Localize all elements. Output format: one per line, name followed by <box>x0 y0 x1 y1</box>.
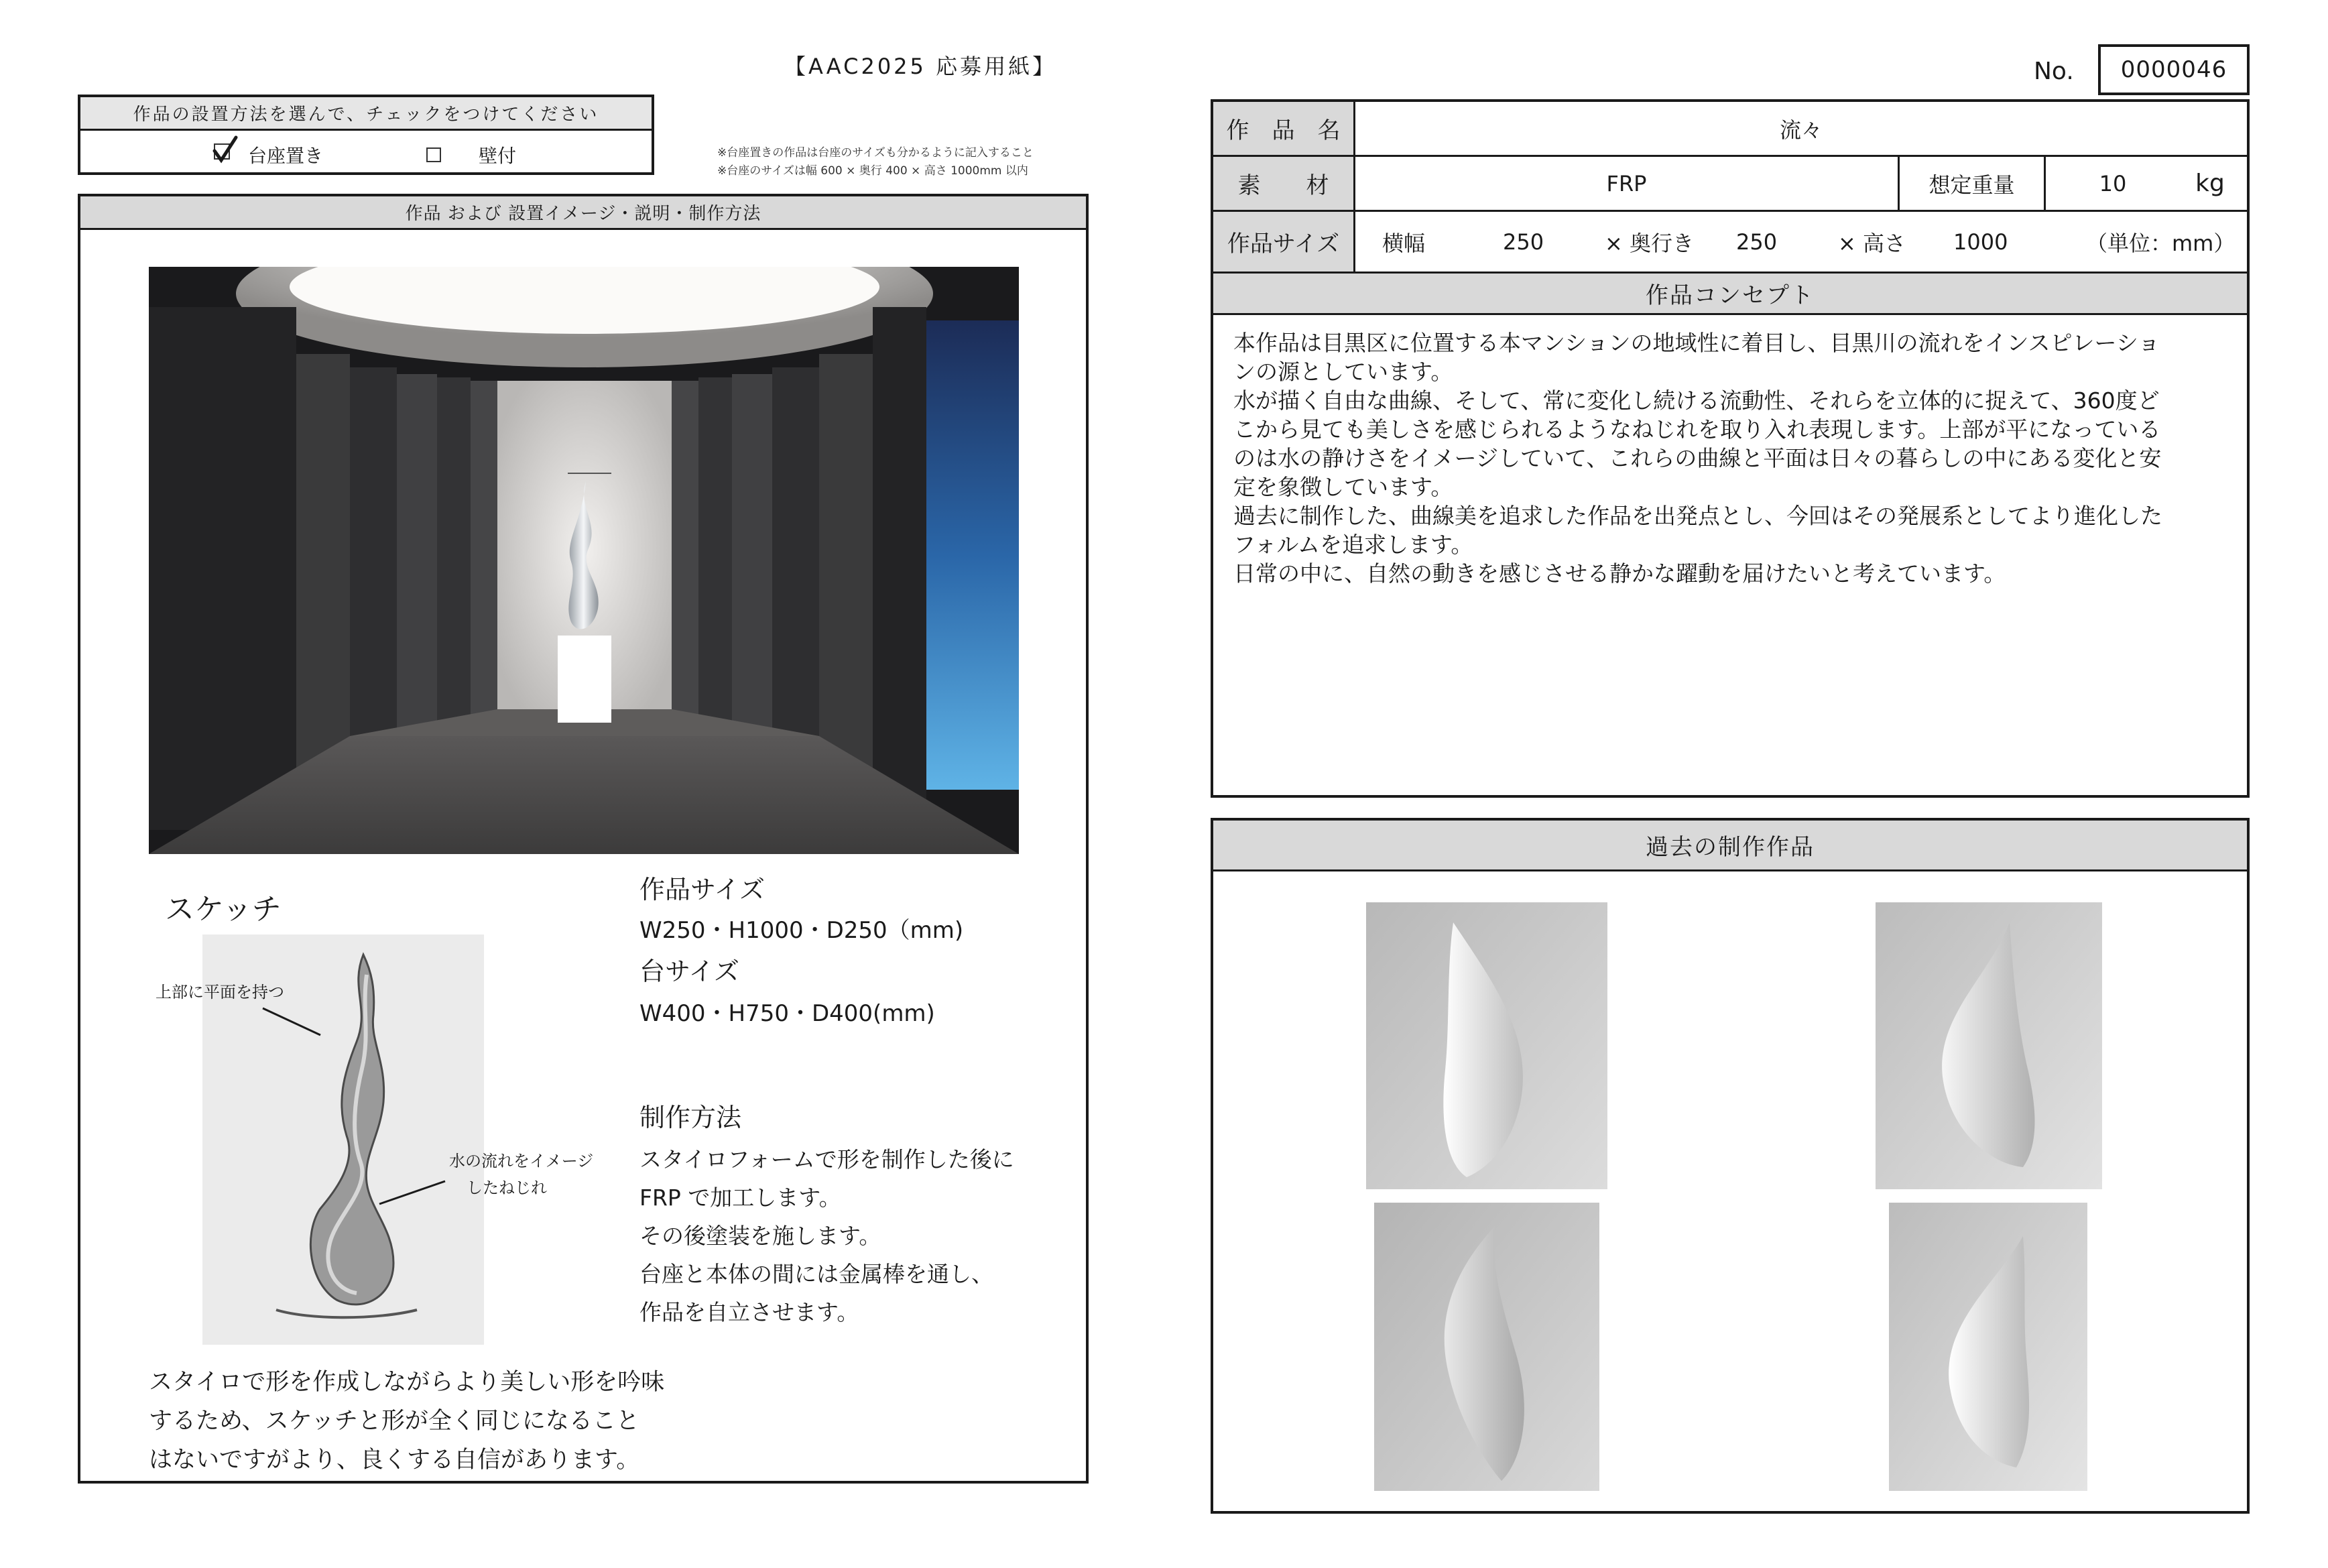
concept-heading-row <box>1213 274 2247 315</box>
height-field[interactable]: 1000 <box>1953 229 2008 255</box>
concept-line: 過去に制作した、曲線美を追求した作品を出発点とし、今回はその発展系としてより進化した <box>1233 503 2162 529</box>
document-title: 【AAC2025 応募用紙】 <box>784 54 1057 79</box>
sketch-note-line: はないですがより、良くする自信があります。 <box>149 1447 640 1473</box>
weight-label: 想定重量 <box>1900 157 2046 210</box>
production-method-line: FRP で加工します。 <box>639 1185 841 1211</box>
sketch-note-line: するため、スケッチと形が全く同じになること <box>149 1408 639 1435</box>
entry-number-field[interactable]: 0000046 <box>2098 44 2250 95</box>
size-unit: （単位：mm） <box>2086 230 2235 256</box>
title-label: 作 品 名 <box>1213 102 1355 155</box>
material-label: 素 材 <box>1213 157 1355 210</box>
work-info-table <box>1211 99 2250 798</box>
past-works-heading: 過去の制作作品 <box>1213 821 2247 871</box>
pedestal-note-2: ※台座のサイズは幅 600 × 奥行 400 × 高さ 1000mm 以内 <box>717 164 1028 178</box>
install-method-box <box>78 95 654 175</box>
production-method-line: その後塗装を施します。 <box>639 1223 881 1249</box>
checkbox-icon <box>426 147 441 162</box>
sketch-annotation-twist-line1: 水の流れをイメージ <box>449 1152 594 1170</box>
past-work-photo-2 <box>1876 902 2102 1189</box>
option-pedestal-label: 台座置き <box>248 145 324 167</box>
concept-line: ンの源としています。 <box>1233 359 1453 385</box>
option-wall[interactable] <box>426 141 516 168</box>
width-field[interactable]: 250 <box>1503 229 1544 255</box>
sketch-annotation-top: 上部に平面を持つ <box>156 983 284 1002</box>
row-material <box>1213 157 2247 212</box>
base-size-heading: 台サイズ <box>639 957 739 986</box>
weight-field[interactable]: 10 <box>2099 170 2127 196</box>
install-method-heading: 作品の設置方法を選んで、チェックをつけてください <box>80 97 652 131</box>
sketch-title: スケッチ <box>165 892 282 926</box>
concept-line: 水が描く自由な曲線、そして、常に変化し続ける流動性、それらを立体的に捉えて、360度ど <box>1233 387 2160 414</box>
past-works-panel <box>1211 818 2250 1514</box>
checkmark-icon <box>212 141 239 168</box>
concept-line: 日常の中に、自然の動きを感じさせる静かな躍動を届けたいと考えています。 <box>1233 560 2006 587</box>
production-method-line: 作品を自立させます。 <box>639 1299 859 1325</box>
concept-line: フォルムを追求します。 <box>1233 532 1473 558</box>
concept-line: こから見ても美しさを感じられるようなねじれを取り入れ表現します。上部が平になっている <box>1233 416 2161 442</box>
concept-heading: 作品コンセプト <box>1646 282 1815 309</box>
depth-label: × 奥行き <box>1605 230 1694 256</box>
entry-number-label: No. <box>2034 58 2074 85</box>
concept-line: 定を象徴しています。 <box>1233 474 1453 500</box>
material-field[interactable]: FRP <box>1355 157 1900 210</box>
concept-line: のは水の静けさをイメージしていて、これらの曲線と平面は日々の暮らしの中にある変化と安 <box>1233 445 2162 471</box>
row-size <box>1213 212 2247 274</box>
row-title <box>1213 102 2247 157</box>
width-label: 横幅 <box>1382 230 1426 256</box>
size-label: 作品サイズ <box>1213 212 1355 272</box>
pedestal-note-1: ※台座置きの作品は台座のサイズも分かるように記入すること <box>717 146 1034 160</box>
base-size-value: W400・H750・D400(mm) <box>639 1000 935 1027</box>
weight-unit: kg <box>2195 170 2225 197</box>
depth-field[interactable]: 250 <box>1736 229 1778 255</box>
height-label: × 高さ <box>1838 230 1906 256</box>
option-pedestal[interactable] <box>212 141 323 168</box>
work-size-heading: 作品サイズ <box>639 875 765 904</box>
production-method-line: スタイロフォームで形を制作した後に <box>639 1146 1014 1172</box>
concept-text <box>1233 328 2232 588</box>
production-method-heading: 制作方法 <box>639 1103 742 1132</box>
sketch-annotation-twist-line2: したねじれ <box>467 1179 547 1197</box>
past-work-photo-4 <box>1889 1203 2087 1491</box>
concept-line: 本作品は目黒区に位置する本マンションの地域性に着目し、目黒川の流れをインスピレーショ <box>1233 330 2160 356</box>
past-work-photo-3 <box>1374 1203 1599 1491</box>
past-work-photo-1 <box>1366 902 1607 1189</box>
production-method-line: 台座と本体の間には金属棒を通し、 <box>639 1261 993 1287</box>
work-description-heading: 作品 および 設置イメージ・説明・制作方法 <box>80 196 1086 230</box>
work-size-value: W250・H1000・D250（mm) <box>639 917 964 944</box>
installation-rendering-image <box>149 267 1019 854</box>
option-wall-label: 壁付 <box>479 145 517 167</box>
title-field[interactable]: 流々 <box>1779 117 1823 143</box>
sketch-note-line: スタイロで形を作成しながらより美しい形を吟味 <box>149 1369 665 1396</box>
